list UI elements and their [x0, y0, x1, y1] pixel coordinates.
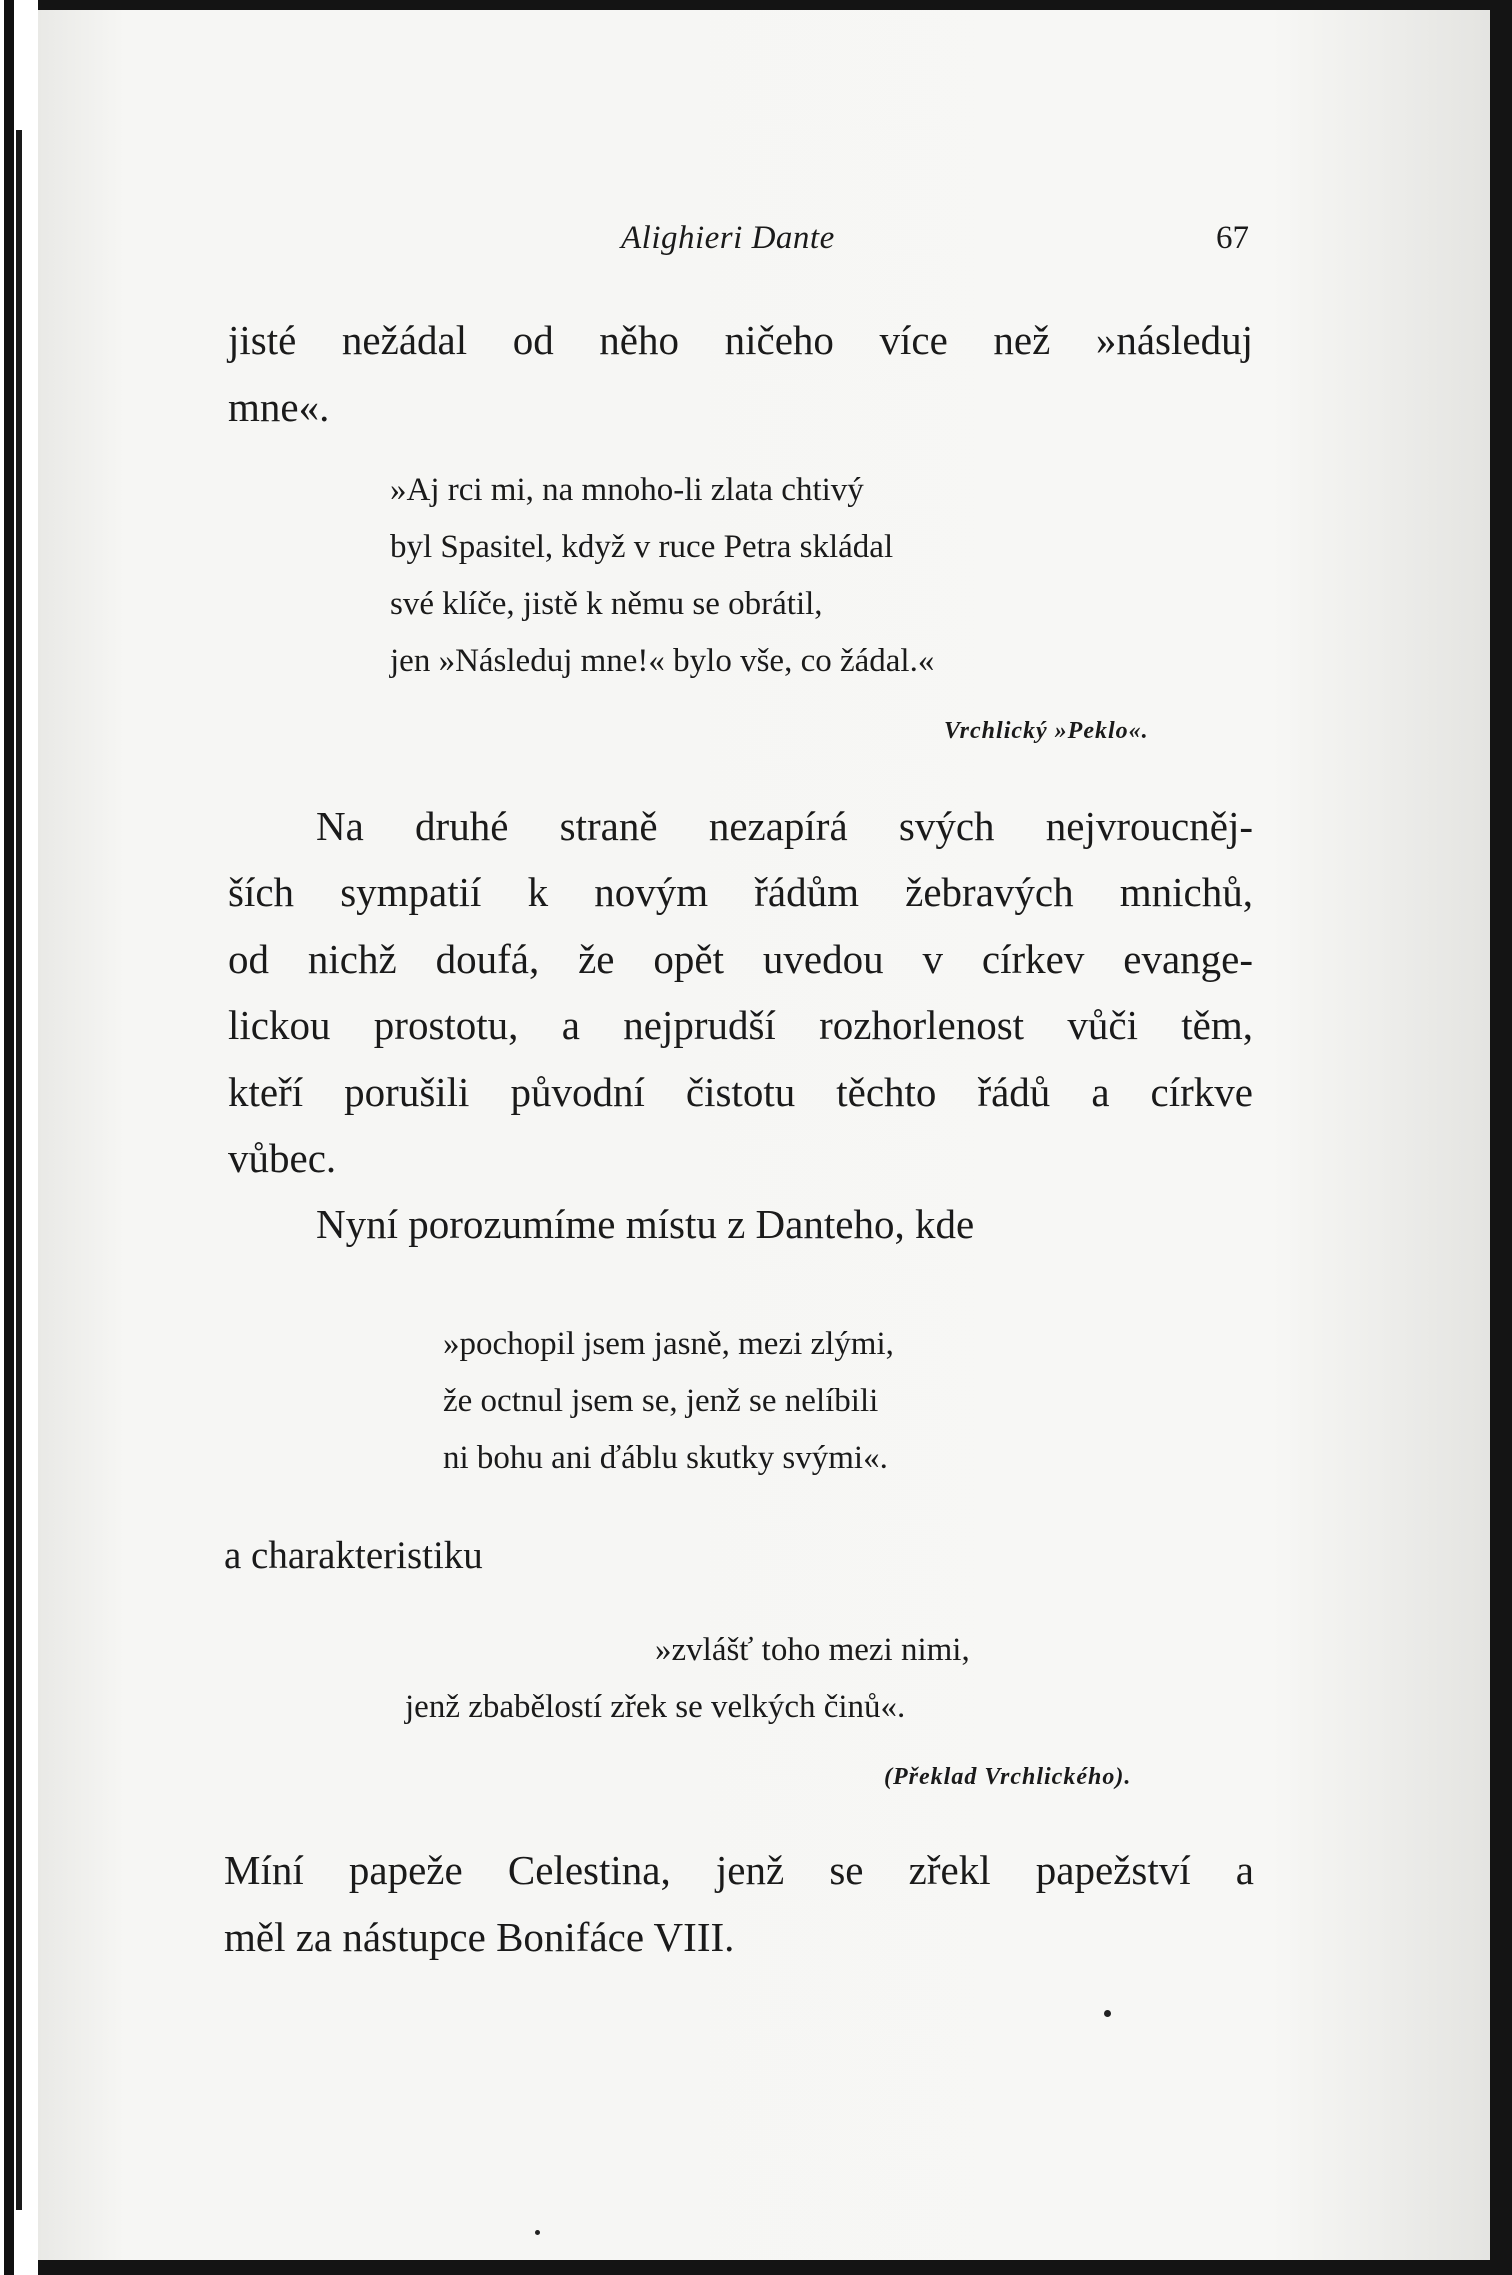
- book-spine: [0, 0, 38, 2275]
- verse-1-attribution: Vrchlický »Peklo«.: [944, 718, 1149, 744]
- verse-1-line-2: byl Spasitel, když v ruce Petra skládal: [390, 529, 894, 565]
- verse-3-line-1: »zvlášť toho mezi nimi,: [655, 1632, 970, 1668]
- verse-2-line-2: že octnul jsem se, jenž se nelíbili: [443, 1383, 879, 1419]
- verse-3-attribution: (Překlad Vrchlického).: [884, 1764, 1132, 1790]
- book-page: [38, 10, 1490, 2260]
- spine-binding-edge: [4, 0, 14, 2275]
- verse-2-line-1: »pochopil jsem jasně, mezi zlými,: [443, 1326, 894, 1362]
- page-number: 67: [1216, 220, 1249, 256]
- verse-2-line-3: ni bohu ani ďáblu skutky svými«.: [443, 1440, 888, 1476]
- paragraph-1-line-2: mne«.: [228, 384, 330, 430]
- paragraph-1-line-1: jisté nežádal od něho ničeho více než »následuj: [228, 317, 1253, 363]
- page-right-edge-shadow: [1490, 0, 1512, 2275]
- spine-binding-shadow: [16, 130, 22, 2210]
- verse-1-line-1: »Aj rci mi, na mnoho-li zlata chtivý: [390, 472, 864, 508]
- paragraph-4: a charakteristiku: [224, 1534, 483, 1577]
- paragraph-5-line-1: Míní papeže Celestina, jenž se zřekl papežství a: [224, 1847, 1254, 1893]
- ink-speck: [535, 2230, 540, 2235]
- paragraph-2-line-1: Na druhé straně nezapírá svých nejvroucněj-: [316, 803, 1253, 849]
- running-title: Alighieri Dante: [621, 220, 835, 256]
- paragraph-2-line-2: ších sympatií k novým řádům žebravých mnichů,: [228, 869, 1253, 915]
- verse-1: [390, 462, 934, 690]
- paragraph-5-line-2: měl za nástupce Bonifáce VIII.: [224, 1914, 735, 1960]
- ink-speck: [1104, 2010, 1111, 2017]
- paragraph-2-line-6: vůbec.: [228, 1135, 337, 1181]
- paragraph-2-line-3: od nichž doufá, že opět uvedou v církev evange-: [228, 936, 1253, 982]
- verse-1-line-4: jen »Následuj mne!« bylo vše, co žádal.«: [390, 643, 935, 679]
- paragraph-2-line-5: kteří porušili původní čistotu těchto řádů a církve: [228, 1069, 1253, 1115]
- verse-3-line-2: jenž zbabělostí zřek se velkých činů«.: [405, 1689, 906, 1725]
- paragraph-3: Nyní porozumíme místu z Danteho, kde: [316, 1201, 975, 1247]
- paragraph-2-line-4: lickou prostotu, a nejprudší rozhorlenost vůči těm,: [228, 1002, 1253, 1048]
- verse-1-line-3: své klíče, jistě k němu se obrátil,: [390, 586, 823, 622]
- verse-2: [443, 1316, 894, 1487]
